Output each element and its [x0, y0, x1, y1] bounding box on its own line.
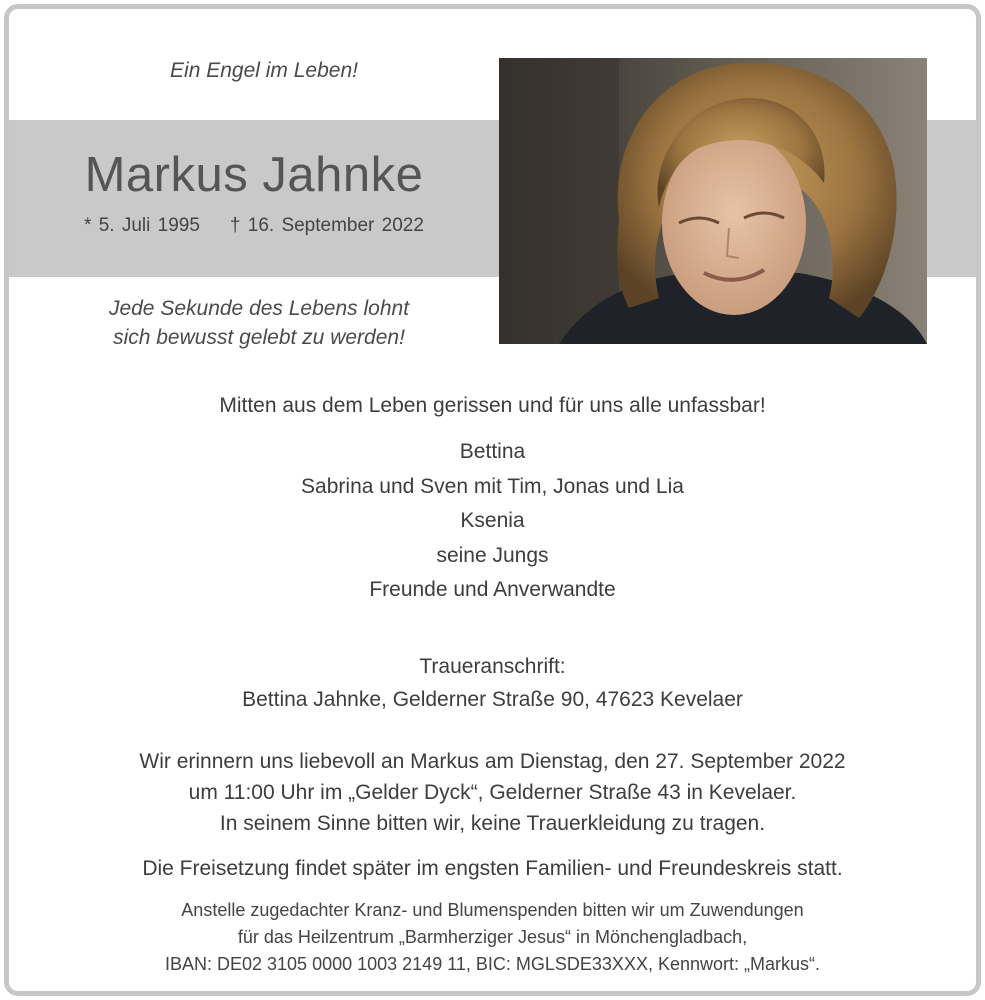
mourner: Sabrina und Sven mit Tim, Jonas und Lia	[301, 474, 684, 498]
mourner: Bettina	[459, 440, 526, 463]
memorial-line: In seinem Sinne bitten wir, keine Trauerkleidung zu tragen.	[219, 811, 766, 835]
memorial-notice	[9, 746, 976, 839]
birth-date: * 5. Juli 1995	[84, 215, 200, 236]
bottom-motto-line: sich bewusst gelebt zu werden!	[113, 326, 405, 349]
mourning-address: Bettina Jahnke, Gelderner Straße 90, 47623 Kevelaer	[242, 687, 743, 711]
death-date: † 16. September 2022	[229, 215, 424, 236]
mourner: Freunde und Anverwandte	[369, 578, 616, 601]
donation-line: Anstelle zugedachter Kranz- und Blumenspenden bitten wir um Zuwendungen	[181, 899, 804, 920]
bottom-motto-line: Jede Sekunde des Lebens lohnt	[108, 297, 410, 320]
life-dates	[29, 215, 479, 237]
memorial-line: um 11:00 Uhr im „Gelder Dyck“, Gelderner Straße 43 in Kevelaer.	[188, 780, 797, 804]
top-motto: Ein Engel im Leben!	[170, 59, 358, 82]
mourners-list	[9, 435, 976, 608]
address-label: Traueranschrift:	[419, 654, 566, 678]
release-notice: Die Freisetzung findet später im engsten Familien- und Freundeskreis statt.	[142, 856, 843, 880]
bottom-motto	[49, 294, 469, 352]
memorial-line: Wir erinnern uns liebevoll an Markus am Dienstag, den 27. September 2022	[139, 749, 846, 773]
donation-line: IBAN: DE02 3105 0000 1003 2149 11, BIC: MGLSDE33XXX, Kennwort: „Markus“.	[164, 953, 820, 974]
portrait-photo	[499, 58, 927, 344]
deceased-name: Markus Jahnke	[84, 148, 424, 202]
obituary-body	[9, 394, 976, 978]
intro-text: Mitten aus dem Leben gerissen und für uns alle unfassbar!	[219, 394, 766, 417]
mourner: Ksenia	[460, 509, 525, 532]
obituary-frame	[4, 4, 981, 996]
portrait-image	[499, 58, 927, 344]
mourner: seine Jungs	[436, 543, 549, 567]
donation-notice	[9, 897, 976, 978]
donation-line: für das Heilzentrum „Barmherziger Jesus“ in Mönchengladbach,	[237, 926, 748, 947]
